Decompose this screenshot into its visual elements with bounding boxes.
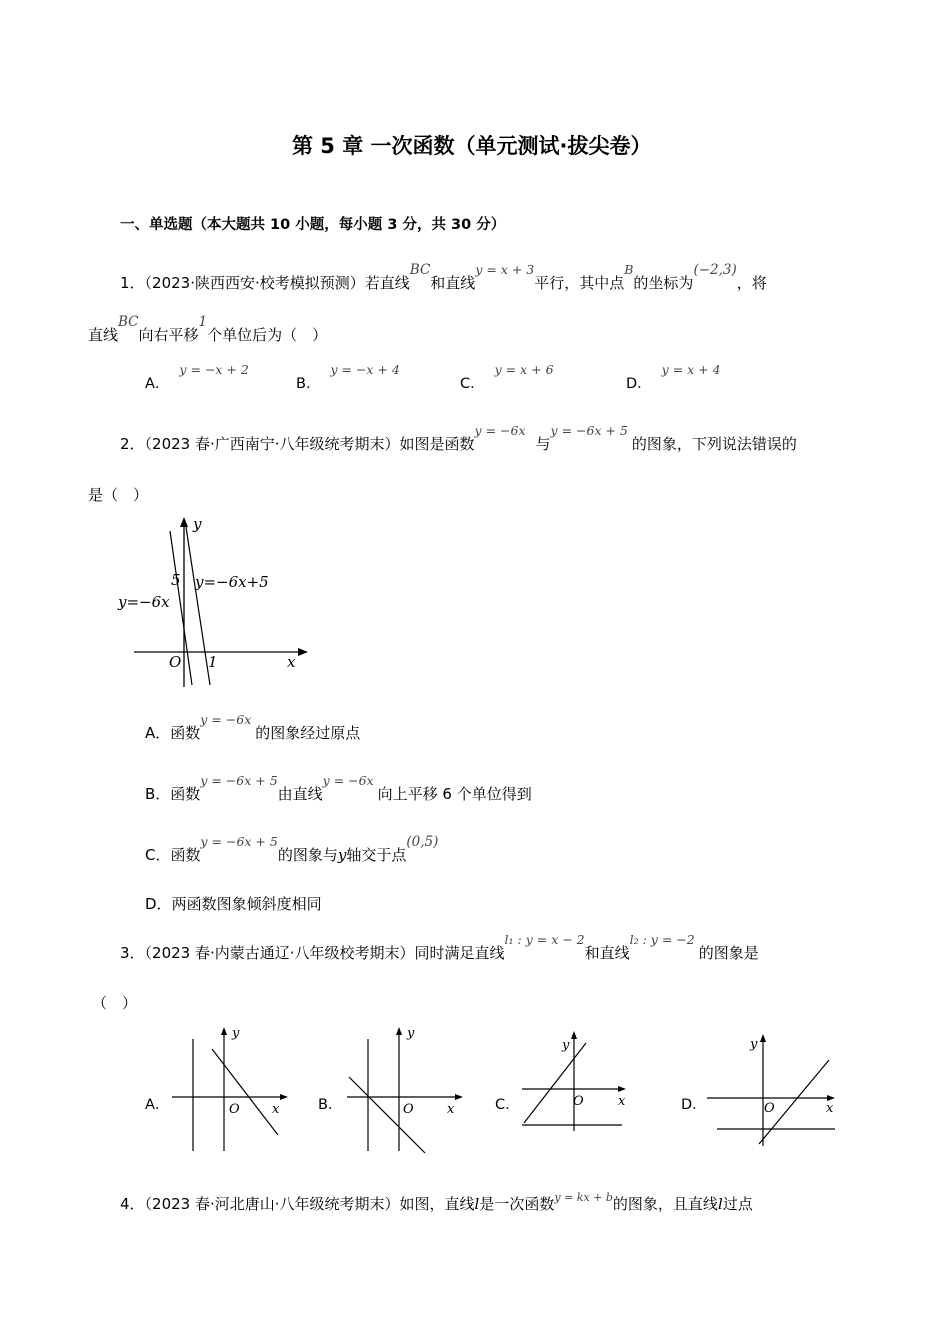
q4-math: y = kx + b bbox=[554, 1191, 613, 1204]
q3-option-c-label[interactable]: C． bbox=[495, 1097, 520, 1113]
q1-math-one: 1 bbox=[198, 314, 208, 330]
question-2-line-1 bbox=[120, 423, 797, 454]
q3-option-b-graph[interactable] bbox=[343, 1025, 468, 1155]
q2-option-a[interactable] bbox=[145, 712, 361, 743]
q3-option-a-label[interactable]: A． bbox=[145, 1097, 170, 1113]
option-text: 轴交于点 bbox=[346, 846, 407, 864]
option-label: A． bbox=[145, 376, 170, 392]
q1-source: （2023·陕西西安·校考模拟预测） bbox=[144, 274, 365, 292]
origin-label: O bbox=[573, 1094, 584, 1109]
option-label: C． bbox=[145, 846, 171, 864]
q1-math-b: B bbox=[624, 262, 634, 277]
q1-option-a[interactable] bbox=[145, 362, 249, 393]
option-text: 由直线 bbox=[277, 785, 323, 803]
q2-text: 如图是函数 bbox=[399, 435, 475, 453]
q4-source: （2023 春·河北唐山·八年级统考期末） bbox=[144, 1195, 400, 1213]
q2-text: 的图象，下列说法错误的 bbox=[631, 435, 797, 453]
q2-option-b[interactable] bbox=[145, 773, 532, 804]
section-heading: 一、单选题（本大题共 10 小题，每小题 3 分，共 30 分） bbox=[120, 217, 506, 233]
q3-math: l₁ : y = x − 2 bbox=[504, 932, 585, 947]
q1-text: 和直线 bbox=[430, 274, 476, 292]
q3-text: 同时满足直线 bbox=[414, 944, 505, 962]
q3-text: 和直线 bbox=[584, 944, 630, 962]
q1-text: 平行，其中点 bbox=[534, 274, 625, 292]
question-1-line-1 bbox=[120, 262, 767, 293]
option-math: (0,5) bbox=[406, 834, 439, 850]
q3-option-a-graph[interactable] bbox=[168, 1025, 293, 1155]
intercept-five-label: 5 bbox=[171, 571, 181, 589]
q2-math: y = −6x bbox=[474, 423, 526, 438]
q4-math: l bbox=[474, 1195, 480, 1213]
x-axis-label: x bbox=[287, 653, 296, 671]
option-math: y = −x + 2 bbox=[179, 362, 249, 377]
q4-text: 的图象，且直线 bbox=[612, 1195, 718, 1213]
q4-text: 过点 bbox=[722, 1195, 753, 1213]
option-text: 函数 bbox=[170, 724, 201, 742]
y-axis-label: y bbox=[232, 1026, 240, 1041]
y-axis-label: y bbox=[562, 1038, 570, 1053]
q1-option-c[interactable] bbox=[460, 362, 554, 393]
q2-option-d[interactable] bbox=[145, 893, 322, 914]
q1-text: ，将 bbox=[736, 274, 767, 292]
x-axis-label: x bbox=[272, 1102, 280, 1117]
q4-number: 4． bbox=[120, 1195, 145, 1213]
y-axis-label: y bbox=[750, 1037, 758, 1052]
question-1-line-2 bbox=[88, 314, 328, 345]
line2-label: y=−6x+5 bbox=[195, 573, 269, 591]
q1-number: 1． bbox=[120, 274, 145, 292]
option-label: B． bbox=[145, 785, 171, 803]
x-axis-label: x bbox=[826, 1101, 834, 1116]
origin-label: O bbox=[403, 1102, 414, 1117]
option-label: A． bbox=[145, 724, 171, 742]
q1-math-bc: BC bbox=[118, 314, 139, 330]
origin-label: O bbox=[229, 1102, 240, 1117]
q2-math: y = −6x + 5 bbox=[550, 423, 628, 438]
q4-text: 如图，直线 bbox=[399, 1195, 475, 1213]
x-axis-label: x bbox=[447, 1102, 455, 1117]
option-text: 的图象与 bbox=[277, 846, 338, 864]
q1-math-line: y = x + 3 bbox=[475, 262, 535, 277]
q3-option-d-graph[interactable] bbox=[703, 1030, 838, 1150]
question-3-line-1 bbox=[120, 932, 759, 963]
q1-option-b[interactable] bbox=[296, 362, 400, 393]
q3-option-b-label[interactable]: B． bbox=[318, 1097, 343, 1113]
question-3-line-2: （ ） bbox=[92, 994, 138, 1012]
line1-label: y=−6x bbox=[118, 593, 170, 611]
q3-math: l₂ : y = −2 bbox=[629, 932, 695, 947]
y-axis-label: y bbox=[193, 515, 202, 533]
option-label: C． bbox=[460, 376, 485, 392]
origin-label: O bbox=[764, 1101, 775, 1116]
option-math: y = x + 4 bbox=[661, 362, 721, 377]
option-math: y = x + 6 bbox=[494, 362, 554, 377]
option-math: y = −6x bbox=[322, 773, 374, 788]
option-label: B． bbox=[296, 376, 321, 392]
option-text: 函数 bbox=[170, 846, 201, 864]
origin-label: O bbox=[169, 653, 182, 671]
q3-option-c-graph[interactable] bbox=[518, 1025, 633, 1135]
x-axis-label: x bbox=[618, 1094, 626, 1109]
question-4-line-1 bbox=[120, 1193, 753, 1214]
option-math: y = −6x bbox=[200, 712, 252, 727]
q1-option-d[interactable] bbox=[626, 362, 721, 393]
option-text: 向上平移 6 个单位得到 bbox=[377, 785, 532, 803]
q2-source: （2023 春·广西南宁·八年级统考期末） bbox=[144, 435, 400, 453]
q3-source: （2023 春·内蒙古通辽·八年级校考期末） bbox=[144, 944, 415, 962]
question-2-line-2: 是（ ） bbox=[88, 486, 149, 504]
q1-text: 直线 bbox=[88, 326, 119, 344]
q2-graph bbox=[112, 515, 312, 690]
y-axis-label: y bbox=[407, 1026, 415, 1041]
option-math: y = −x + 4 bbox=[330, 362, 400, 377]
y-axis-arrow bbox=[180, 517, 188, 527]
option-text: 两函数图象倾斜度相同 bbox=[171, 895, 322, 913]
x-axis-arrow bbox=[298, 648, 308, 656]
line-y-neg6x-plus5 bbox=[186, 527, 210, 685]
q1-math-coord: (−2,3) bbox=[693, 262, 737, 278]
q1-text: 若直线 bbox=[364, 274, 410, 292]
option-text: 函数 bbox=[170, 785, 201, 803]
q1-text: 的坐标为 bbox=[633, 274, 694, 292]
option-text: 的图象经过原点 bbox=[255, 724, 361, 742]
q4-math: l bbox=[717, 1195, 723, 1213]
q1-text: 个单位后为（ ） bbox=[207, 326, 328, 344]
q1-text: 向右平移 bbox=[138, 326, 199, 344]
q4-text: 是一次函数 bbox=[479, 1195, 555, 1213]
page-title: 第 5 章 一次函数（单元测试·拔尖卷） bbox=[292, 134, 652, 158]
option-math: y = −6x + 5 bbox=[200, 834, 278, 849]
option-label: D． bbox=[145, 895, 172, 913]
q3-number: 3． bbox=[120, 944, 145, 962]
q2-text: 与 bbox=[535, 435, 551, 453]
q2-option-c[interactable] bbox=[145, 834, 439, 865]
intercept-one-label: 1 bbox=[208, 653, 218, 671]
q3-option-d-label[interactable]: D． bbox=[681, 1097, 707, 1113]
option-math: y bbox=[337, 846, 347, 864]
option-label: D． bbox=[626, 376, 652, 392]
q3-text: 的图象是 bbox=[698, 944, 759, 962]
q1-math-bc: BC bbox=[409, 262, 431, 278]
q2-number: 2． bbox=[120, 435, 145, 453]
option-math: y = −6x + 5 bbox=[200, 773, 278, 788]
